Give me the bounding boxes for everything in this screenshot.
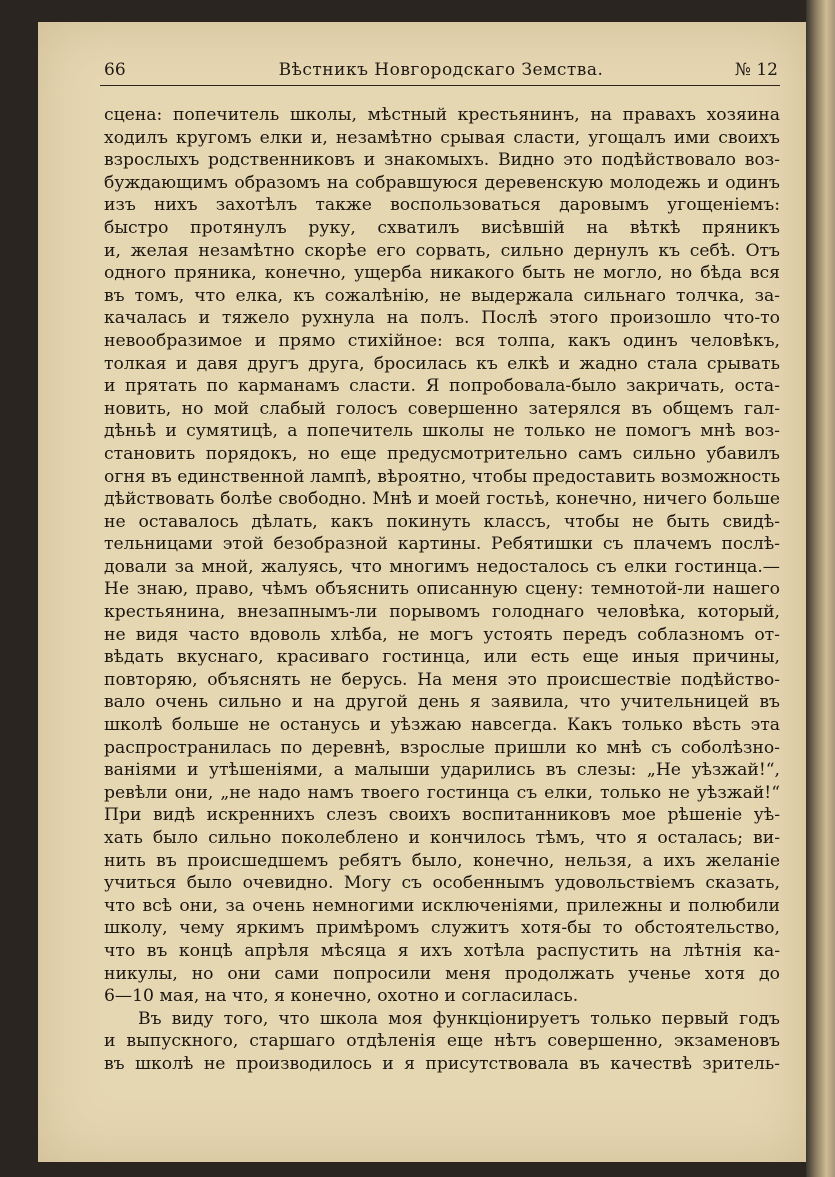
text-line: ванiями и утѣшенiями, а малыши ударились въ слезы: „Не уѣзжай!“, (104, 760, 780, 781)
text-line: дѣньѣ и сумятицѣ, а попечитель школы не только не помогъ мнѣ воз- (104, 421, 780, 442)
text-line: и, желая незамѣтно скорѣе его сорвать, сильно дернулъ къ себѣ. Отъ (104, 240, 780, 261)
text-line: качалась и тяжело рухнула на полъ. Послѣ этого произошло что-то (104, 308, 780, 329)
text-line: сцена: попечитель школы, мѣстный крестьянинъ, на правахъ хозяина (104, 105, 780, 125)
text-line: нить въ происшедшемъ ребятъ было, конечно, нельзя, а ихъ желанiе (104, 850, 780, 871)
text-line: одного пряника, конечно, ущерба никакого быть не могло, но бѣда вся (104, 263, 780, 284)
text-line: въ томъ, что елка, къ сожалѣнiю, не выдержала сильнаго толчка, за- (104, 285, 780, 306)
header-rule (100, 85, 780, 86)
text-line: распространилась по деревнѣ, взрослые пришли ко мнѣ съ соболѣзно- (104, 737, 780, 758)
text-line: учиться было очевидно. Могу съ особеннымъ удовольствiемъ сказать, (104, 873, 780, 894)
text-line: ходилъ кругомъ елки и, незамѣтно срывая сласти, угощалъ ими своихъ (104, 127, 780, 148)
text-line: школѣ больше не останусь и уѣзжаю навсегда. Какъ только вѣсть эта (104, 715, 780, 736)
text-line: довали за мной, жалуясь, что многимъ недосталось съ елки гостинца.— (104, 556, 780, 577)
text-line: и прятать по карманамъ сласти. Я попробовала-было закричать, оста- (104, 376, 780, 397)
book-page (38, 22, 806, 1162)
text-line: огня въ единственной лампѣ, вѣроятно, чтобы предоставить возможность (104, 466, 780, 487)
page-number: 66 (104, 60, 126, 80)
text-line: хать было сильно поколеблено и кончилось тѣмъ, что я осталась; ви- (104, 828, 780, 848)
text-line: дѣйствовать болѣе свободно. Мнѣ и моей гостьѣ, конечно, ничего больше (104, 489, 780, 510)
text-line: 6—10 мая, на что, я конечно, охотно и согласилась. (104, 986, 579, 1007)
text-line: Не знаю, право, чѣмъ объяснить описанную сцену: темнотой-ли нашего (104, 579, 780, 600)
text-line: новить, но мой слабый голосъ совершенно затерялся въ общемъ гал- (104, 398, 780, 419)
text-line: быстро протянулъ руку, схватилъ висѣвшiй на вѣткѣ пряникъ (104, 217, 780, 238)
text-line: не оставалось дѣлать, какъ покинуть классъ, чтобы не быть свидѣ- (104, 511, 780, 532)
text-line: тельницами этой безобразной картины. Ребятишки съ плачемъ послѣ- (104, 534, 780, 555)
text-line: становить порядокъ, но еще предусмотрительно самъ сильно убавилъ (104, 443, 780, 464)
issue-number: № 12 (734, 60, 778, 80)
text-line: повторяю, объяснять не берусь. На меня это происшествiе подѣйство- (104, 669, 780, 690)
text-line: вало очень сильно и на другой день я заявила, что учительницей въ (104, 692, 780, 713)
running-header (104, 60, 778, 82)
journal-title: Вѣстникъ Новгородскаго Земства. (278, 60, 604, 80)
text-line: Въ виду того, что школа моя функцiонируетъ только первый годъ (138, 1008, 780, 1029)
text-line: изъ нихъ захотѣлъ также воспользоваться даровымъ угощенiемъ: (104, 195, 780, 216)
text-line: что въ концѣ апрѣля мѣсяца я ихъ хотѣла распустить на лѣтнiя ка- (104, 940, 780, 961)
text-line: и выпускного, старшаго отдѣленiя еще нѣтъ совершенно, экзаменовъ (104, 1031, 780, 1052)
body-text (104, 104, 780, 1076)
text-line: невообразимое и прямо стихiйное: вся толпа, какъ одинъ человѣкъ, (104, 330, 780, 351)
text-line: въ школѣ не производилось и я присутствовала въ качествѣ зритель- (104, 1053, 780, 1074)
text-line: что всѣ они, за очень немногими исключенiями, прилежны и полюбили (104, 895, 780, 916)
book-spine-edge (806, 0, 835, 1177)
text-line: буждающимъ образомъ на собравшуюся деревенскую молодежь и одинъ (104, 172, 780, 193)
text-line: никулы, но они сами попросили меня продолжать ученье хотя до (104, 963, 780, 984)
text-line: толкая и давя другъ друга, бросилась къ елкѣ и жадно стала срывать (104, 353, 780, 374)
text-line: не видя часто вдоволь хлѣба, не могъ устоять передъ соблазномъ от- (104, 624, 780, 645)
text-line: школу, чему яркимъ примѣромъ служитъ хотя-бы то обстоятельство, (104, 918, 780, 939)
text-line: вѣдать вкуснаго, красиваго гостинца, или есть еще иныя причины, (104, 647, 780, 668)
text-line: При видѣ искреннихъ слезъ своихъ воспитанниковъ мое рѣшенiе уѣ- (104, 805, 780, 826)
text-line: взрослыхъ родственниковъ и знакомыхъ. Видно это подѣйствовало воз- (104, 150, 780, 171)
text-line: ревѣли они, „не надо намъ твоего гостинца съ елки, только не уѣзжай!“ (104, 782, 780, 803)
text-line: крестьянина, внезапнымъ-ли порывомъ голоднаго человѣка, который, (104, 602, 780, 623)
